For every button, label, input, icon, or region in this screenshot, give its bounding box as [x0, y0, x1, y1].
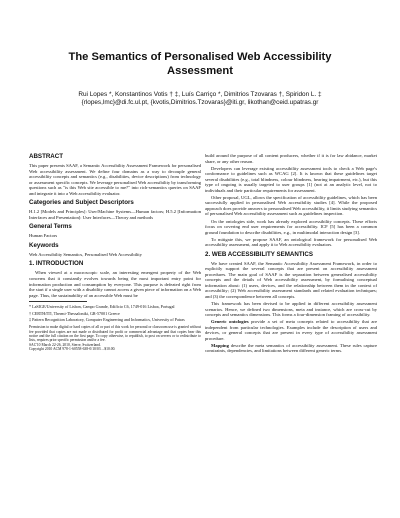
right-paragraph-2: Developers can leverage existing accessibility assessment tools to check a Web page's conformance to guidelines such as WCAG [2]. It is known that these guidelines target several disabilities (e.g., total blindness, colour blindness, hearing impairment, etc.), but this type of ongoing is usually targeted to user groups [1] (not at an analytic level, not to individuals and their particular requirements for assessment.	[205, 165, 377, 193]
author-emails: {rlopes,lmc}@di.fc.ul.pt, {kvotis,Dimitrios.Tzovaras}@iti.gr, likothan@ceid.upatras.gr	[81, 99, 319, 106]
section-2-paragraph-4	[205, 343, 377, 354]
right-paragraph-5: To mitigate this, we propose SAAF, an ontological framework for personalised Web accessibility assessment, and apply it to Web accessibility evaluators.	[205, 236, 377, 248]
section-2-paragraph-3	[205, 319, 377, 341]
copyright-venue: SAC'10 March 22-26, 2010, Sierre, Switzerland.	[29, 342, 101, 347]
introduction-text: When viewed at a macroscopic scale, an interesting emergent property of the Web concerns that it constantly evolves towards being the most important entry point for information production and consumption by everyone. This purpose is defeated right from the start if a single user with a disability cannot access a given piece of information on a Web page. Thus, the sustainability of an accessible Web must be	[29, 270, 201, 298]
categories-text: H.1.2 [Models and Principles]: User/Machine Systems—Human factors; H.5.2 [Information Interfaces and Presentation]: User Interfaces—Theory and methods	[29, 209, 201, 220]
section-2-paragraph-2: This framework has been devised to be applied in different accessibility assessment scenarios. Hence, we defined two dimensions, meta and instance, which are cross-cut by concepts and semantics dimensions. This forms a four-dimension framing of accessibility.	[205, 301, 377, 318]
footnote-2: † CERTH/ITI, Thermi-Thessaloniki, GR-57001 Greece	[29, 310, 120, 316]
right-paragraph-4: On the ontologies side, work has already explored accessibility concepts. These efforts focus on covering end user requirements for accessibility. ICF [5] has been a common ground foundation to describe disabilities, e.g., in multimodal interaction design [3].	[205, 218, 377, 235]
left-column	[29, 153, 201, 352]
abstract-text: This paper presents SAAF, a Semantic Accessibility Assessment Framework for personalised Web accessibility assessment. We define four domains as a way to decouple general accessibility concepts and semantics (e.g., disabilities, device descriptions) from technology or assessment specific concepts. We leverage personalised Web accessibility by transforming questions such as "is this Web site accessible to me?" into rich-semantics queries on SAAF and integrate it into a Web accessibility evaluator.	[29, 163, 201, 196]
keywords-text: Web Accessibility Semantics, Personalised Web Accessibility	[29, 251, 142, 257]
copyright-block	[29, 325, 201, 351]
footnote-1: * LaSIGE/University of Lisbon, Campo Grande, Edifício C6, 1749-016 Lisboa, Portugal	[29, 304, 175, 310]
copyright-line: Copyright 2010 ACM 978-1-60558-638-0/10/03 ...$10.00.	[29, 347, 116, 352]
section-2-heading: 2. WEB ACCESSIBILITY SEMANTICS	[205, 250, 313, 258]
terms-heading: General Terms	[29, 223, 72, 231]
right-paragraph-3: Other proposal, UGL, allows the specification of accessibility guidelines, which has been successfully applied in personalised Web accessibility studies [4]. While the proposed approach does provide answers to personalised Web accessibility, it limits studying semantics of personalised Web accessibility assessment such as guidelines inspection.	[205, 194, 377, 217]
keywords-heading: Keywords	[29, 241, 59, 249]
terms-text: Human Factors	[29, 233, 58, 239]
mapping-label: Mapping	[211, 342, 229, 348]
mapping-text: describe the meta semantics of accessibility assessment. These rules capture constraints, dependencies, and limitations between different generic terms.	[205, 342, 377, 354]
footnote-divider	[29, 301, 87, 302]
generic-ontologies-label: Generic ontologies	[211, 319, 249, 325]
generic-ontologies-text: provide a set of meta concepts related to accessibility that are independent from particular technologies. Examples include the description of users and devices, or general concepts that are present in every type of accessibility assessment procedure.	[205, 319, 377, 341]
section-2-paragraph-1: We have created SAAF, the Semantic Accessibility Assessment Framework, in order to explicitly support the several concepts that are present on accessibility assessment procedures. The main goal of SAAF is the separation between generalised accessibility concepts and the details of Web accessibility assessment, by formalising conceptual information about: (1) users, devices, and the relationship between them in the context of accessibility; (2) Web accessibility assessment standards and related evaluation techniques; and (3) the correspondence between all concepts.	[205, 260, 377, 300]
footnote-3: ‡ Pattern Recognition Laboratory, Computer Engineering and Informatics, University of Patras	[29, 317, 185, 323]
abstract-heading: ABSTRACT	[29, 153, 64, 160]
right-paragraph-1: build around the purpose of all content producers, whether if it is for law abidance, market share, or any other reason.	[205, 153, 377, 164]
categories-heading: Categories and Subject Descriptors	[29, 199, 134, 207]
title-line-2: Assessment	[167, 65, 233, 77]
right-column	[205, 153, 377, 356]
paper-title	[0, 50, 400, 78]
author-names: Rui Lopes *, Konstantinos Votis † ‡, Luís Carriço *, Dimitrios Tzovaras †, Spiridon L. ‡	[78, 91, 322, 98]
introduction-heading: 1. INTRODUCTION	[29, 260, 84, 268]
title-line-1: The Semantics of Personalised Web Accessibility	[68, 51, 332, 63]
authors-block	[20, 91, 380, 107]
copyright-permission: Permission to make digital or hard copies of all or part of this work for personal or classroom use is granted without fee provided that copies are not made or distributed for profit or commercial advantage and that copies bear this notice and the full citation on the first page. To copy otherwise, to republish, to post on servers or to redistribute to lists, requires prior specific permission and/or a fee.	[29, 325, 201, 343]
